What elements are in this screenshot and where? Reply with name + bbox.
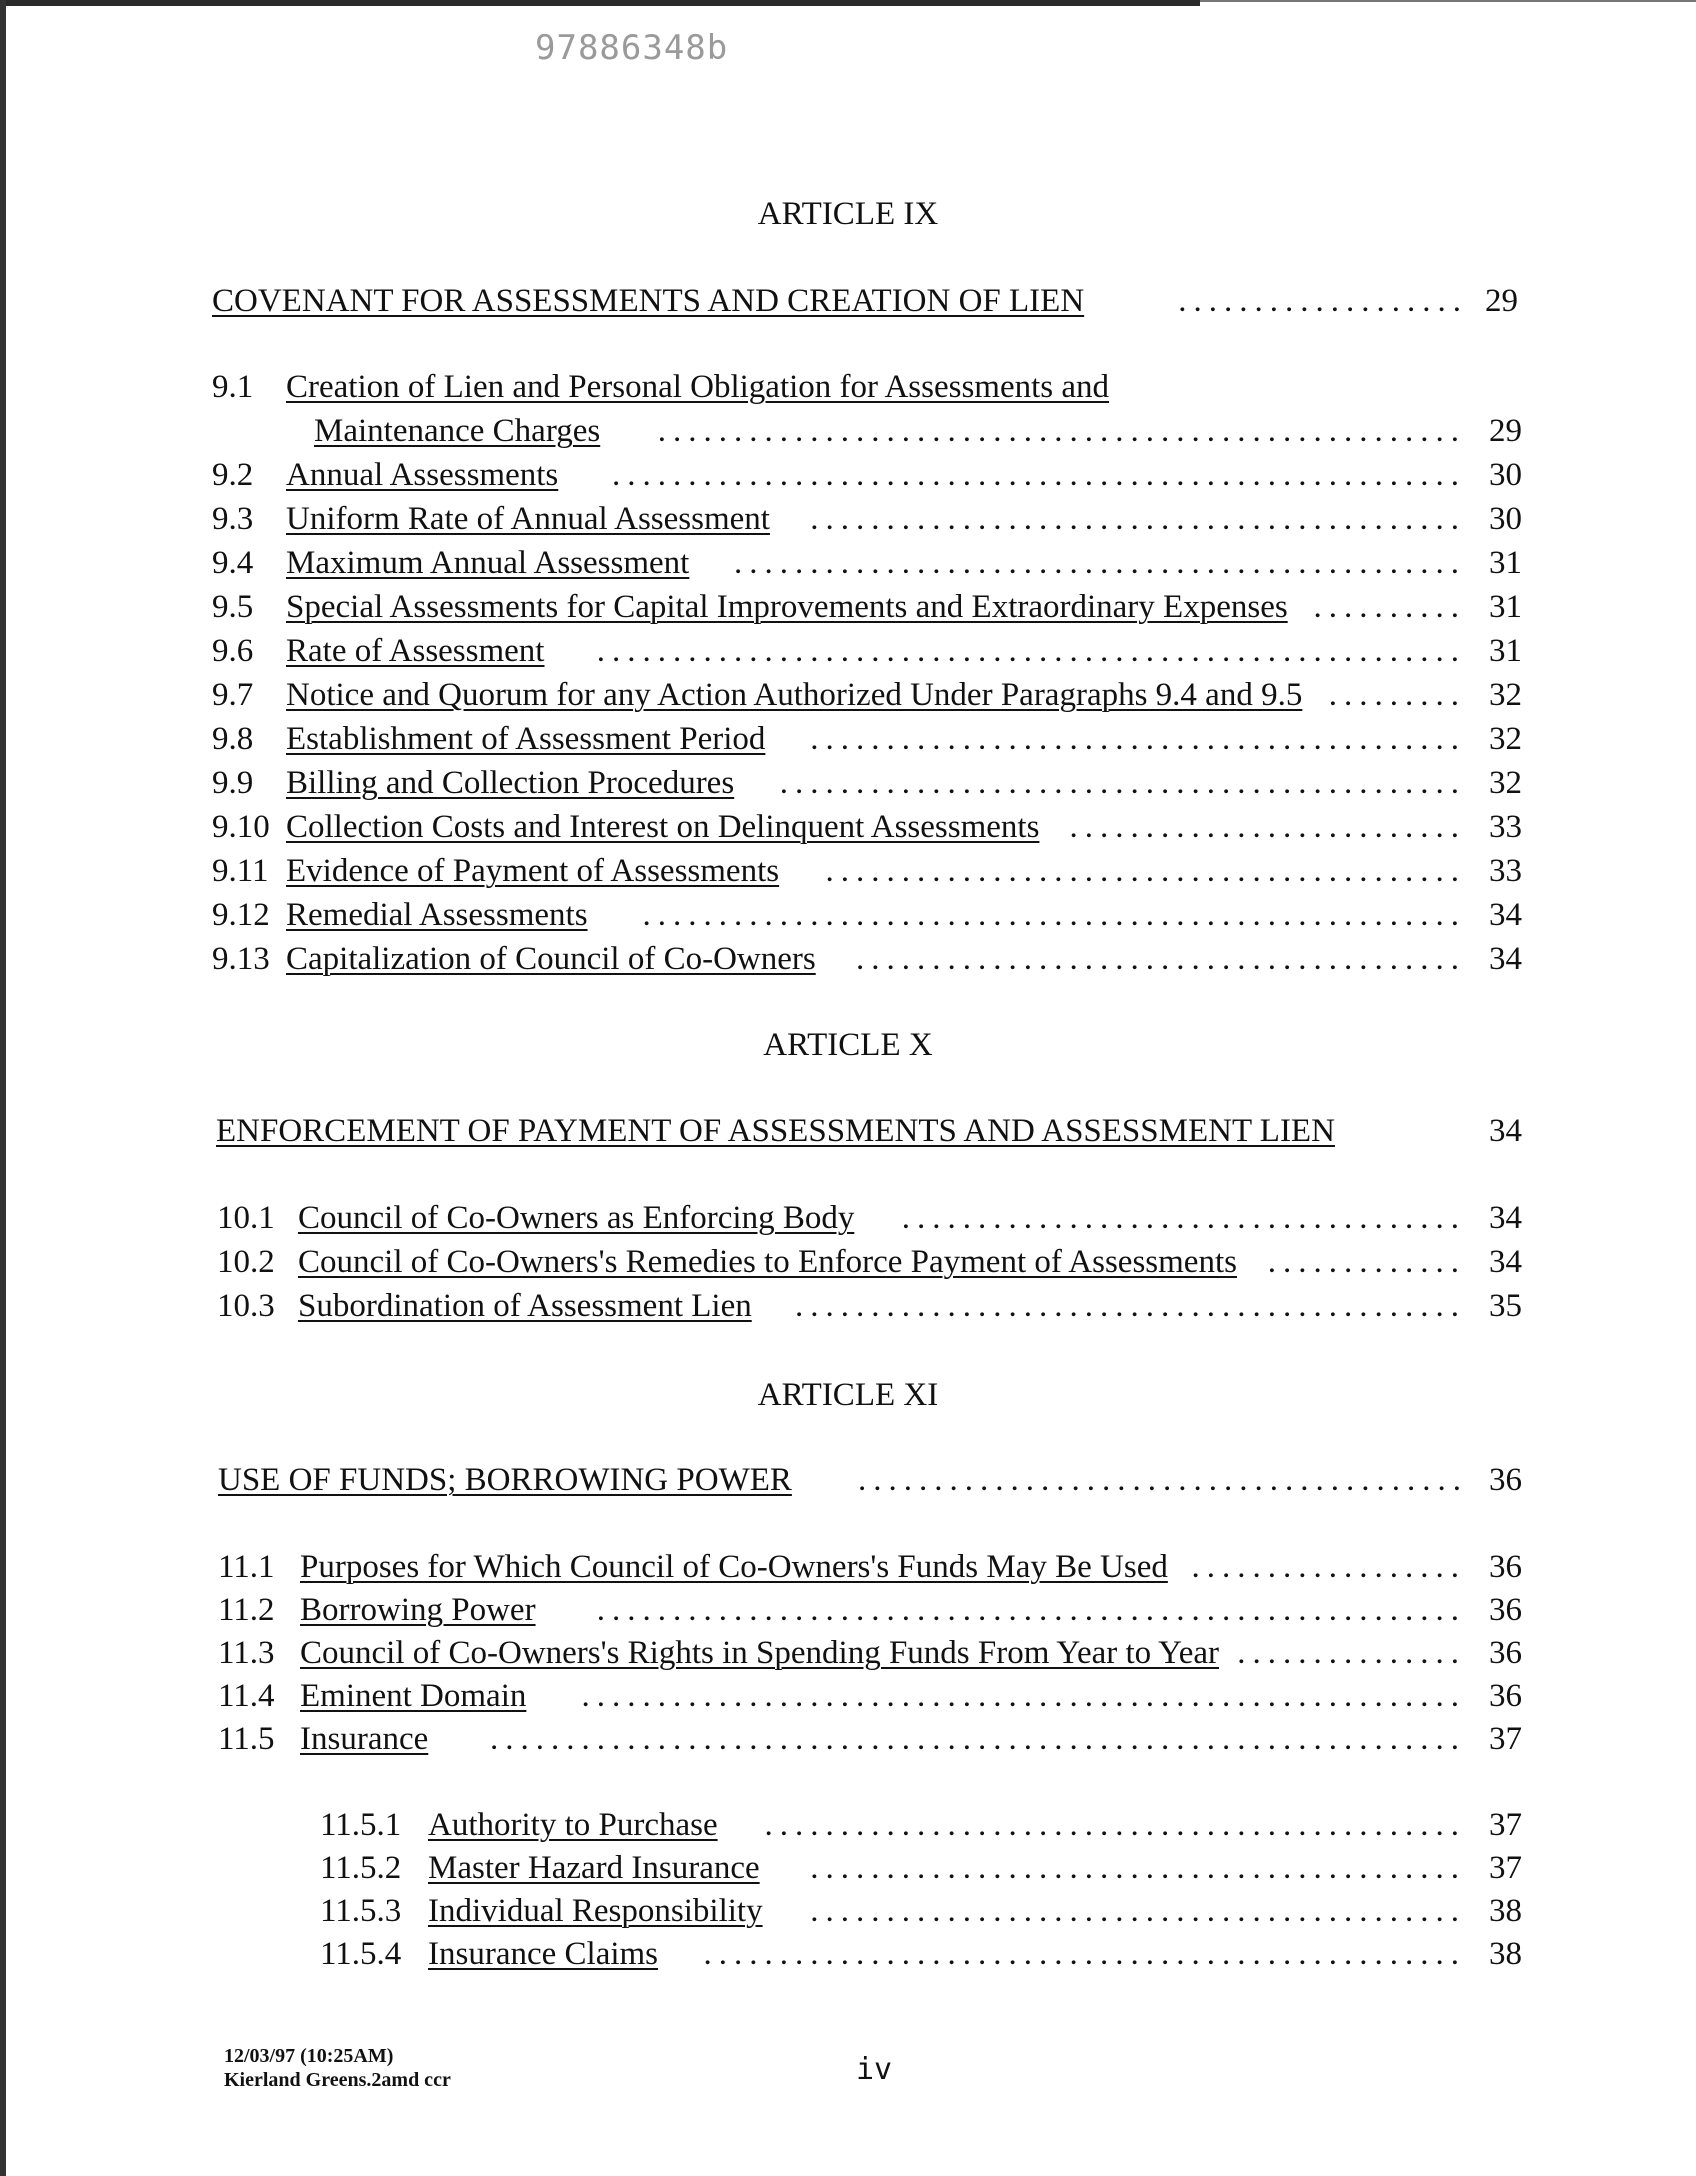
toc-entry-label: Billing and Collection Procedures	[286, 765, 735, 801]
toc-entry-label: Capitalization of Council of Co-Owners	[286, 941, 816, 977]
footer-file-info	[224, 2044, 451, 2092]
toc-entry-label: Creation of Lien and Personal Obligation for Assessments and	[286, 369, 1110, 405]
leader-dots: ...........................................	[810, 721, 1466, 757]
toc-entry-number: 9.2	[212, 457, 254, 493]
toc-entry[interactable]	[0, 1721, 1696, 1765]
toc-entry-number: 11.4	[218, 1678, 275, 1714]
toc-entry-label: Eminent Domain	[300, 1678, 527, 1714]
toc-entry-number: 10.3	[217, 1288, 275, 1324]
toc-entry-number: 9.9	[212, 765, 254, 801]
footer-filename: Kierland Greens.2amd ccr	[224, 2069, 451, 2091]
leader-dots: ..................	[1191, 1549, 1466, 1585]
toc-entry-label: Evidence of Payment of Assessments	[286, 853, 780, 889]
toc-entry-label: Notice and Quorum for any Action Authorized Under Paragraphs 9.4 and 9.5	[286, 677, 1303, 713]
toc-entry-label: Insurance Claims	[428, 1936, 659, 1972]
toc-entry[interactable]	[0, 1635, 1696, 1679]
toc-entry-label: Insurance	[300, 1721, 429, 1757]
toc-entry[interactable]	[0, 677, 1696, 721]
toc-entry[interactable]	[0, 721, 1696, 765]
leader-dots: ............................................	[795, 1288, 1466, 1324]
toc-entry-page: 38	[1489, 1936, 1522, 1972]
article-xi-title: ARTICLE XI	[757, 1377, 939, 1413]
toc-page-number: 36	[1489, 1462, 1522, 1498]
toc-entry[interactable]	[0, 457, 1696, 501]
toc-entry-number: 9.7	[212, 677, 254, 713]
toc-entry-number: 10.1	[217, 1200, 275, 1236]
toc-heading-article-x[interactable]	[0, 1113, 1696, 1157]
toc-entry-page: 32	[1489, 677, 1522, 713]
toc-entry-number: 11.5.4	[320, 1936, 402, 1972]
toc-entry-number: 9.1	[212, 369, 254, 405]
toc-entry-number: 9.13	[212, 941, 270, 977]
toc-entry-label: Rate of Assessment	[286, 633, 545, 669]
toc-entry-label: Council of Co-Owners's Rights in Spending Funds From Year to Year	[300, 1635, 1219, 1671]
toc-entry-page: 36	[1489, 1635, 1522, 1671]
leader-dots: .........................................................	[596, 1592, 1466, 1628]
toc-entry-label: Master Hazard Insurance	[428, 1850, 760, 1886]
toc-entry-number: 11.5	[218, 1721, 275, 1757]
toc-entry-page: 36	[1489, 1549, 1522, 1585]
toc-entry-page: 37	[1489, 1721, 1522, 1757]
leader-dots: ................................................	[734, 545, 1466, 581]
toc-entry-number: 10.2	[217, 1244, 275, 1280]
leader-dots: ...........................................	[810, 1893, 1466, 1929]
toc-entry-page: 31	[1489, 633, 1522, 669]
toc-entry[interactable]	[0, 765, 1696, 809]
toc-entry-page: 31	[1489, 545, 1522, 581]
leader-dots: ...........................................	[810, 501, 1466, 537]
toc-entry-page: 34	[1489, 1200, 1522, 1236]
leader-dots: .........	[1328, 677, 1466, 713]
toc-entry[interactable]	[0, 589, 1696, 633]
toc-entry-label: Council of Co-Owners as Enforcing Body	[298, 1200, 855, 1236]
leader-dots: .............	[1267, 1244, 1466, 1280]
toc-entry-number: 9.4	[212, 545, 254, 581]
toc-entry-label: Annual Assessments	[286, 457, 559, 493]
toc-entry-label: Borrowing Power	[300, 1592, 536, 1628]
toc-entry[interactable]	[0, 1893, 1696, 1937]
toc-entry-page: 34	[1489, 1244, 1522, 1280]
leader-dots: ..........................................	[825, 853, 1466, 889]
toc-entry-page: 36	[1489, 1592, 1522, 1628]
leader-dots: .........................................................	[596, 633, 1466, 669]
toc-entry[interactable]	[0, 853, 1696, 897]
toc-entry-label: Remedial Assessments	[286, 897, 588, 933]
leader-dots: ........................................	[856, 941, 1466, 977]
toc-entry-number: 9.11	[212, 853, 269, 889]
toc-entry-page: 33	[1489, 853, 1522, 889]
toc-entry-number: 11.5.1	[320, 1807, 402, 1843]
toc-entry[interactable]	[0, 1244, 1696, 1288]
leader-dots: ...........................................	[810, 1850, 1466, 1886]
toc-entry[interactable]	[0, 633, 1696, 677]
toc-entry-label: Individual Responsibility	[428, 1893, 763, 1929]
toc-entry-page: 35	[1489, 1288, 1522, 1324]
toc-entry-number: 9.10	[212, 809, 270, 845]
leader-dots: .....................................	[901, 1200, 1466, 1236]
footer-date: 12/03/97 (10:25AM)	[224, 2045, 394, 2067]
leader-dots: ................................................................	[490, 1721, 1466, 1757]
leader-dots: ........................................	[858, 1462, 1468, 1498]
toc-entry[interactable]	[0, 897, 1696, 941]
toc-entry-page: 32	[1489, 765, 1522, 801]
toc-entry[interactable]	[0, 1807, 1696, 1851]
toc-entry-number: 11.2	[218, 1592, 275, 1628]
toc-entry-page: 30	[1489, 501, 1522, 537]
toc-heading-label: ENFORCEMENT OF PAYMENT OF ASSESSMENTS AND ASSESSMENT LIEN	[216, 1113, 1335, 1149]
article-ix-title: ARTICLE IX	[757, 196, 939, 232]
leader-dots: ......................................................	[642, 897, 1466, 933]
leader-dots: .............................................	[779, 765, 1466, 801]
toc-entry-page: 38	[1489, 1893, 1522, 1929]
toc-entry-label: Council of Co-Owners's Remedies to Enforce Payment of Assessments	[298, 1244, 1237, 1280]
toc-entry-page: 34	[1489, 941, 1522, 977]
toc-entry[interactable]	[0, 1678, 1696, 1722]
toc-entry-page: 29	[1489, 413, 1522, 449]
leader-dots: .....................................................	[657, 413, 1466, 449]
leader-dots: ..............................................	[764, 1807, 1466, 1843]
toc-entry-page: 37	[1489, 1850, 1522, 1886]
toc-entry-page: 31	[1489, 589, 1522, 625]
toc-entry-page: 34	[1489, 897, 1522, 933]
toc-heading-label: COVENANT FOR ASSESSMENTS AND CREATION OF LIEN	[212, 283, 1085, 319]
toc-entry-label: Maximum Annual Assessment	[286, 545, 690, 581]
document-stamp-number: 97886348b	[535, 28, 729, 68]
toc-entry-label: Purposes for Which Council of Co-Owners's Funds May Be Used	[300, 1549, 1168, 1585]
toc-entry[interactable]	[0, 545, 1696, 589]
toc-entry[interactable]	[0, 1549, 1696, 1593]
page-folio: iv	[856, 2052, 893, 2087]
leader-dots: ...................	[1178, 283, 1468, 319]
toc-page-number: 29	[1485, 283, 1518, 319]
scan-edge-top-right	[1200, 0, 1696, 2]
toc-entry-number: 9.6	[212, 633, 254, 669]
toc-entry-number: 11.3	[218, 1635, 275, 1671]
toc-entry-label-continued: Maintenance Charges	[314, 413, 601, 449]
leader-dots: ..................................................	[703, 1936, 1466, 1972]
toc-entry-page: 32	[1489, 721, 1522, 757]
toc-entry-number: 9.12	[212, 897, 270, 933]
toc-entry-label: Authority to Purchase	[428, 1807, 718, 1843]
toc-entry[interactable]	[0, 369, 1696, 449]
toc-page-number: 34	[1489, 1113, 1522, 1149]
leader-dots: ..........	[1313, 589, 1466, 625]
toc-entry[interactable]	[0, 1200, 1696, 1244]
leader-dots: ..........................	[1069, 809, 1466, 845]
toc-entry[interactable]	[0, 1850, 1696, 1894]
toc-heading-article-ix[interactable]	[0, 283, 1696, 327]
toc-entry-number: 11.1	[218, 1549, 275, 1585]
toc-entry-number: 11.5.2	[320, 1850, 402, 1886]
toc-heading-article-xi[interactable]	[0, 1462, 1696, 1506]
toc-entry[interactable]	[0, 1592, 1696, 1636]
toc-entry[interactable]	[0, 1936, 1696, 1980]
toc-entry-label: Subordination of Assessment Lien	[298, 1288, 752, 1324]
toc-entry-label: Collection Costs and Interest on Delinquent Assessments	[286, 809, 1040, 845]
toc-heading-label: USE OF FUNDS; BORROWING POWER	[218, 1462, 792, 1498]
toc-entry-label: Establishment of Assessment Period	[286, 721, 766, 757]
leader-dots: ...............	[1237, 1635, 1466, 1671]
toc-entry-number: 11.5.3	[320, 1893, 402, 1929]
article-x-title: ARTICLE X	[763, 1027, 933, 1063]
toc-entry-page: 33	[1489, 809, 1522, 845]
toc-entry-number: 9.5	[212, 589, 254, 625]
toc-entry-label: Special Assessments for Capital Improvements and Extraordinary Expenses	[286, 589, 1288, 625]
toc-entry[interactable]	[0, 809, 1696, 853]
toc-entry-label: Uniform Rate of Annual Assessment	[286, 501, 770, 537]
scan-edge-top	[0, 0, 1200, 6]
toc-entry[interactable]	[0, 1288, 1696, 1332]
toc-entry[interactable]	[0, 501, 1696, 545]
toc-entry[interactable]	[0, 941, 1696, 985]
toc-entry-number: 9.3	[212, 501, 254, 537]
toc-entry-page: 37	[1489, 1807, 1522, 1843]
toc-entry-page: 30	[1489, 457, 1522, 493]
toc-entry-number: 9.8	[212, 721, 254, 757]
leader-dots: ........................................................	[612, 457, 1466, 493]
leader-dots: ..........................................................	[581, 1678, 1466, 1714]
toc-entry-page: 36	[1489, 1678, 1522, 1714]
